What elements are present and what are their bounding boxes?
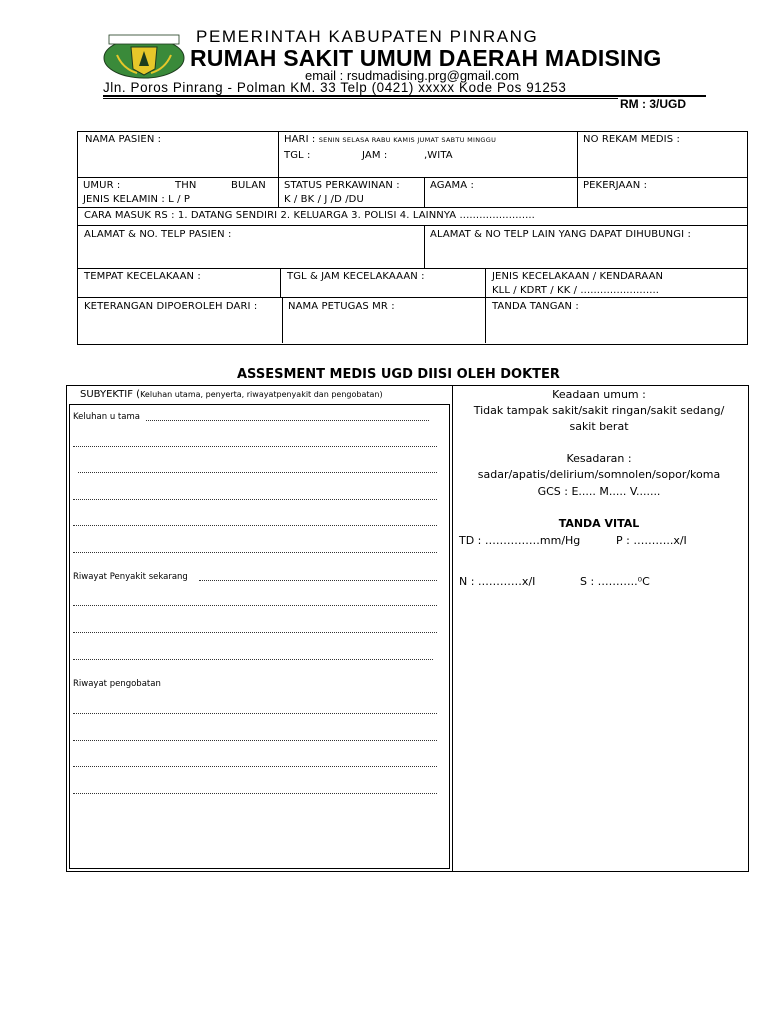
table-row-divider: [77, 177, 747, 178]
status-perkawinan-label: STATUS PERKAWINAN :: [284, 180, 400, 191]
riwayat-pengobatan-line[interactable]: [73, 793, 437, 794]
jenis-kecelakaan-options: KLL / KDRT / KK / ........................: [492, 285, 660, 296]
wita-label: ,WITA: [424, 150, 453, 161]
riwayat-sekarang-label: Riwayat Penyakit sekarang: [73, 572, 188, 582]
keluhan-line[interactable]: [73, 499, 437, 500]
keluhan-line[interactable]: [73, 552, 437, 553]
table-row-divider: [77, 297, 747, 298]
jenis-kelamin-label: JENIS KELAMIN : L / P: [83, 194, 190, 205]
table-row-divider: [77, 207, 747, 208]
jam-label: JAM :: [362, 150, 388, 161]
keadaan-umum-options-cont: sakit berat: [569, 420, 629, 433]
tgl-label: TGL :: [284, 150, 311, 161]
subjektif-note: Keluhan utama, penyerta, riwayatpenyakit dan pengobatan): [140, 390, 383, 399]
umur-label: UMUR :: [83, 180, 121, 191]
riwayat-sekarang-line[interactable]: [199, 580, 437, 581]
s-field: S : ………..⁰C: [580, 575, 650, 588]
hospital-email: email : rsudmadising.prg@gmail.com: [305, 68, 520, 83]
riwayat-pengobatan-line[interactable]: [73, 740, 437, 741]
keterangan-label: KETERANGAN DIPOEROLEH DARI :: [84, 301, 258, 312]
kesadaran-heading: Kesadaran :: [566, 452, 632, 465]
keadaan-umum-heading: Keadaan umum :: [552, 388, 646, 401]
riwayat-sekarang-line[interactable]: [73, 605, 437, 606]
alamat-lain-label: ALAMAT & NO TELP LAIN YANG DAPAT DIHUBUNGI :: [430, 229, 691, 240]
hari-label: [284, 134, 496, 146]
table-col-divider: [485, 268, 486, 343]
tempat-kecelakaan-label: TEMPAT KECELAKAAN :: [84, 271, 201, 282]
header-divider-thin: [103, 98, 618, 99]
rm-code: RM : 3/UGD: [620, 97, 686, 111]
tgl-jam-kecelakaan-label: TGL & JAM KECELAKAAAN :: [287, 271, 425, 282]
table-col-divider: [280, 268, 281, 298]
gcs-field: GCS : E..... M..... V.......: [537, 485, 661, 498]
keluhan-utama-label: Keluhan u tama: [73, 412, 140, 422]
riwayat-pengobatan-label: Riwayat pengobatan: [73, 679, 161, 689]
table-row-divider: [77, 225, 747, 226]
table-col-divider: [282, 297, 283, 343]
keluhan-line[interactable]: [78, 472, 437, 473]
keluhan-line[interactable]: [146, 420, 429, 421]
hospital-logo: [103, 33, 185, 79]
table-col-divider: [424, 225, 425, 269]
tanda-tangan-label: TANDA TANGAN :: [492, 301, 579, 312]
keluhan-line[interactable]: [73, 446, 437, 447]
table-col-divider: [278, 177, 279, 208]
nama-petugas-label: NAMA PETUGAS MR :: [288, 301, 395, 312]
cara-masuk-label: CARA MASUK RS : 1. DATANG SENDIRI 2. KELUARGA 3. POLISI 4. LAINNYA .......................: [84, 210, 535, 221]
table-col-divider: [278, 131, 279, 178]
alamat-pasien-label: ALAMAT & NO. TELP PASIEN :: [84, 229, 232, 240]
riwayat-pengobatan-line[interactable]: [73, 713, 437, 714]
hari-options: SENIN SELASA RABU KAMIS JUMAT SABTU MINGGU: [318, 136, 497, 144]
table-col-divider: [424, 177, 425, 208]
hari-label-text: HARI :: [284, 134, 316, 145]
td-field: TD : ……………mm/Hg: [459, 534, 581, 547]
tanda-vital-heading: TANDA VITAL: [558, 517, 640, 530]
subjektif-heading: [80, 389, 383, 400]
keadaan-umum-options: Tidak tampak sakit/sakit ringan/sakit sedang/: [473, 404, 725, 417]
bulan-label: BULAN: [231, 180, 266, 191]
hospital-name: RUMAH SAKIT UMUM DAERAH MADISING: [190, 45, 662, 71]
riwayat-pengobatan-line[interactable]: [73, 766, 437, 767]
subjektif-box: [69, 404, 450, 869]
p-field: P : ………..x/I: [616, 534, 687, 547]
riwayat-sekarang-line[interactable]: [73, 659, 433, 660]
no-rekam-medis-label: NO REKAM MEDIS :: [583, 134, 680, 145]
assessment-title: ASSESMENT MEDIS UGD DIISI OLEH DOKTER: [237, 367, 560, 382]
status-perkawinan-options: K / BK / J /D /DU: [284, 194, 364, 205]
hospital-address: Jln. Poros Pinrang - Polman KM. 33 Telp (0421) xxxxx Kode Pos 91253: [103, 80, 567, 95]
pekerjaan-label: PEKERJAAN :: [583, 180, 648, 191]
table-row-divider: [77, 268, 747, 269]
riwayat-sekarang-line[interactable]: [73, 632, 437, 633]
agama-label: AGAMA :: [430, 180, 474, 191]
table-col-divider: [577, 131, 578, 178]
n-field: N : …………x/I: [459, 575, 536, 588]
kesadaran-options: sadar/apatis/delirium/somnolen/sopor/koma: [477, 468, 721, 481]
table-col-divider: [577, 177, 578, 208]
jenis-kecelakaan-label: JENIS KECELAKAAN / KENDARAAN: [492, 271, 664, 282]
subjektif-label: SUBYEKTIF (: [80, 389, 141, 400]
government-name: PEMERINTAH KABUPATEN PINRANG: [196, 27, 539, 46]
header-divider: [103, 95, 706, 97]
thn-label: THN: [175, 180, 197, 191]
keluhan-line[interactable]: [73, 525, 437, 526]
nama-pasien-label: NAMA PASIEN :: [85, 134, 162, 145]
